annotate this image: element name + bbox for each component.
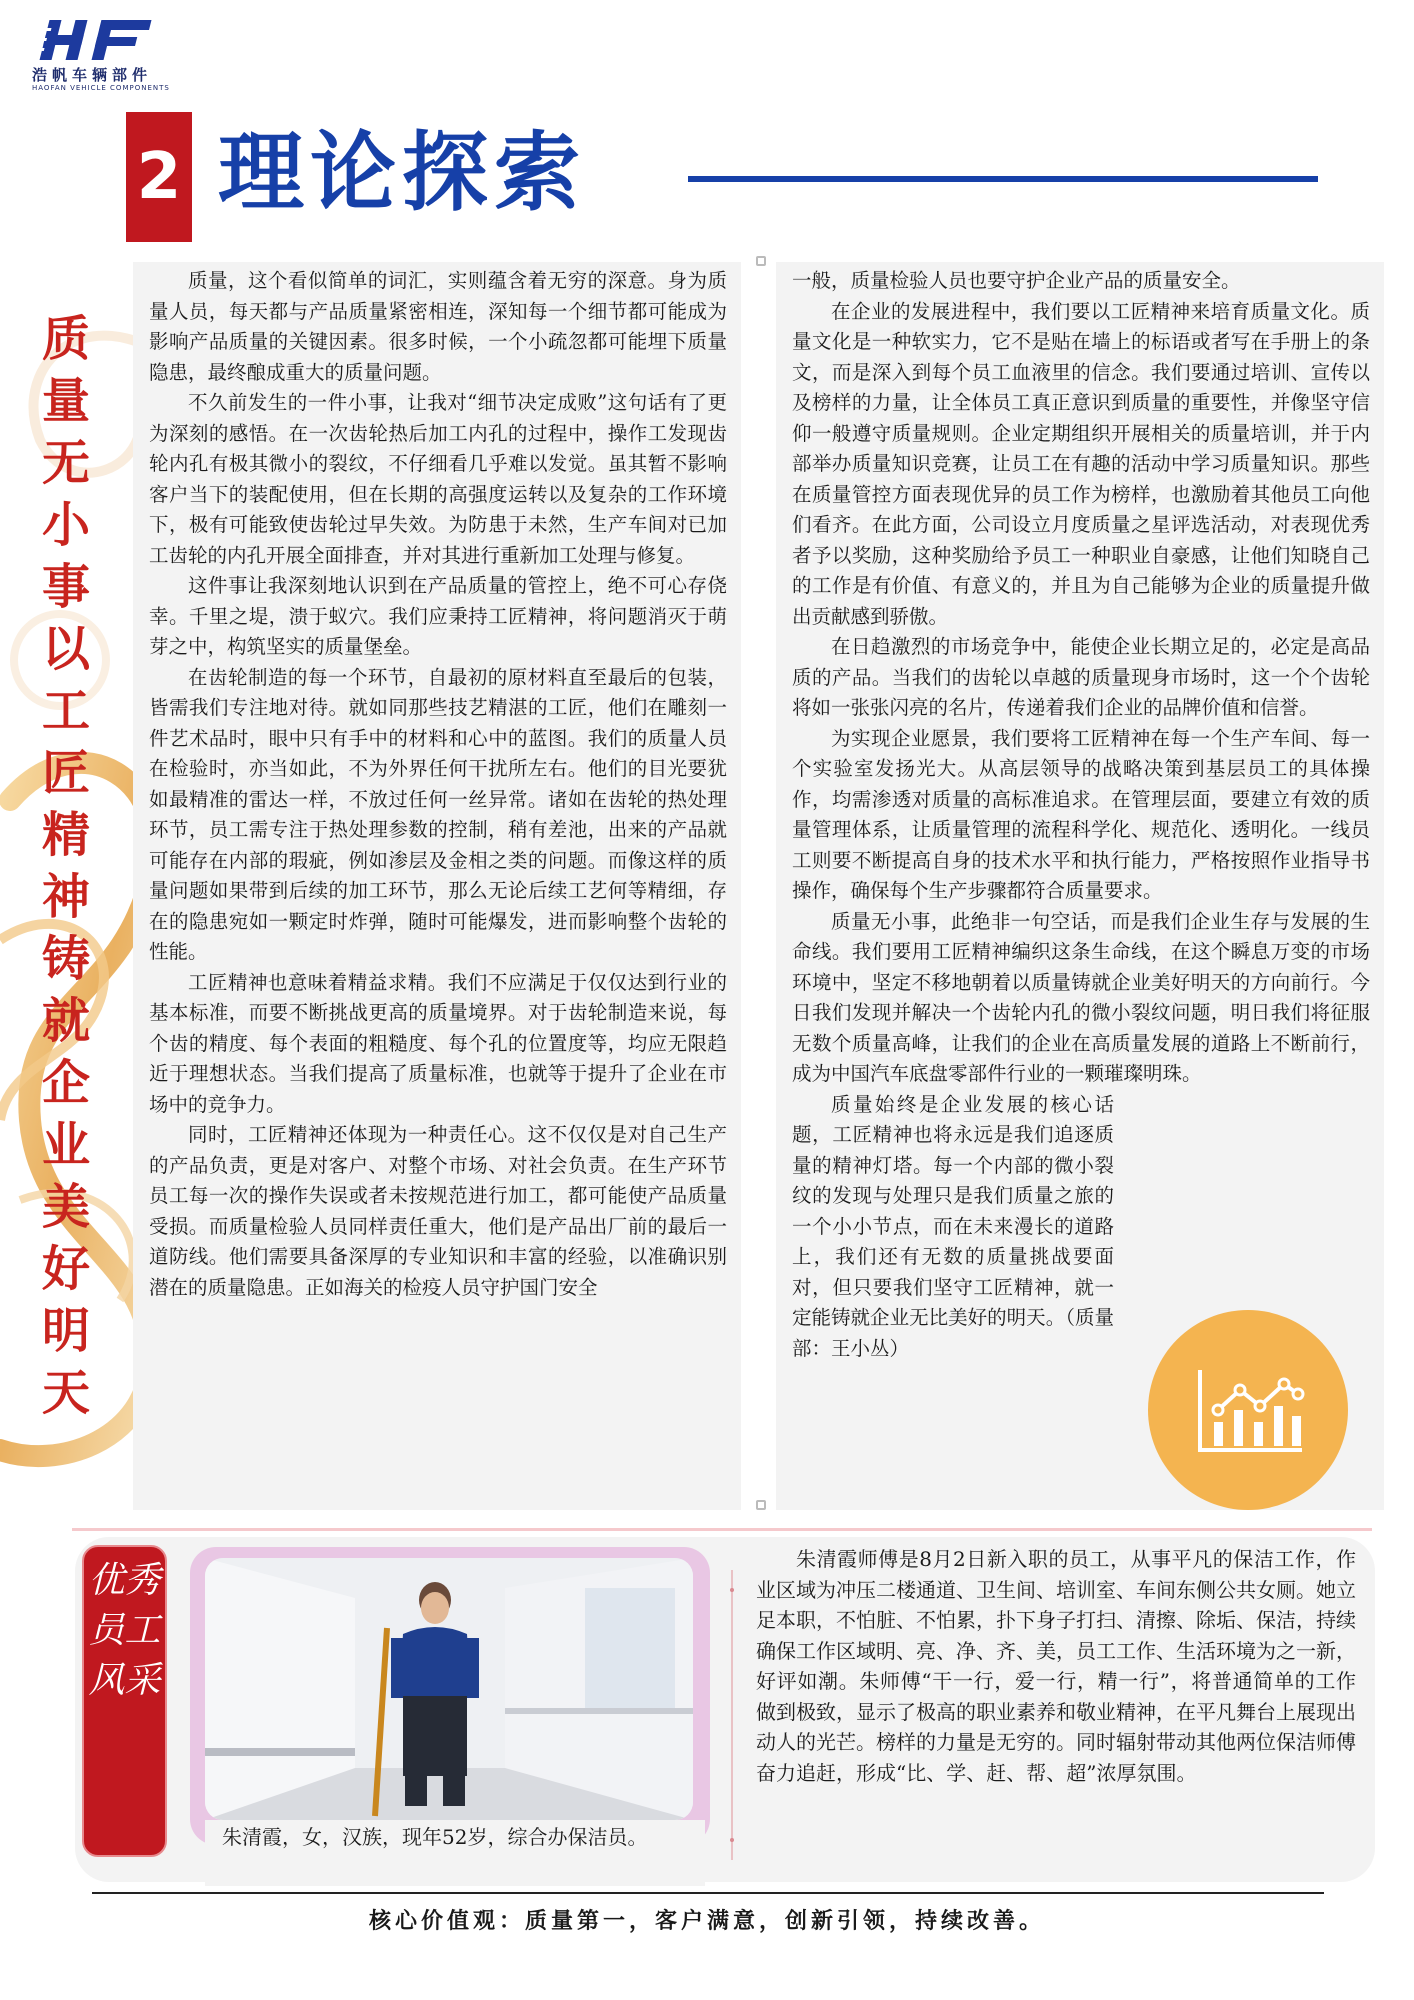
- article-paragraph: 不久前发生的一件小事，让我对“细节决定成败”这句话有了更为深刻的感悟。在一次齿轮热后加工内孔的过程中，操作工发现齿轮内孔有极其微小的裂纹，不仔细看几乎难以发觉。虽其暂不影响客户当下的装配使用，但在长期的高强度运转以及复杂的工作环境下，极有可能致使齿轮过早失效。为防患于未然，生产车间对已加工齿轮的内孔开展全面排查，并对其进行重新加工处理与修复。: [149, 391, 727, 567]
- section-divider: [72, 1528, 1372, 1531]
- article-paragraph: 在企业的发展进程中，我们要以工匠精神来培育质量文化。质量文化是一种软实力，它不是贴在墙上的标语或者写在手册上的条文，而是深入到每个员工血液里的信念。我们要通过培训、宣传以及榜样的力量，让全体员工真正意识到质量的重要性，并像坚守信仰一般遵守质量规则。企业定期组织开展相关的质量培训，并于内部举办质量知识竞赛，让员工在有趣的活动中学习质量知识。那些在质量管控方面表现优异的员工作为榜样，也激励着其他员工向他们看齐。在此方面，公司设立月度质量之星评选活动，对表现优秀者予以奖励，这种奖励给予员工一种职业自豪感，让他们知晓自己的工作是有价值、有意义的，并且为自己能够为企业的质量提升做出贡献感到骄傲。: [792, 299, 1370, 628]
- article-left-column: [133, 262, 741, 1510]
- column-handle: [756, 1500, 766, 1510]
- logo-mark-icon: [30, 18, 180, 62]
- footer-rule: [92, 1892, 1324, 1894]
- section-title: 理论探索: [218, 123, 586, 223]
- employee-tag-text: 优秀员工风采: [88, 1560, 161, 1701]
- employee-description-text: 朱清霞师傅是8月2日新入职的员工，从事平凡的保洁工作，作业区域为冲压二楼通道、卫生间、培训室、车间东侧公共女厕。她立足本职，不怕脏、不怕累，扑下身子打扫、清擦、除垢、保洁，持续确保工作区域明、亮、净、齐、美，员工工作、生活环境为之一新，好评如潮。朱师傅“干一行，爱一行，精一行”，将普通简单的工作做到极致，显示了极高的职业素养和敬业精神，在平凡舞台上展现出动人的光芒。榜样的力量是无穷的。同时辐射带动其他两位保洁师傅奋力追赶，形成“比、学、赶、帮、超”浓厚氛围。: [756, 1547, 1356, 1785]
- logo-chinese-name: 浩帆车辆部件: [32, 66, 153, 84]
- decorative-rule: [730, 1570, 734, 1860]
- article-paragraph: 工匠精神也意味着精益求精。我们不应满足于仅仅达到行业的基本标准，而要不断挑战更高的质量境界。对于齿轮制造来说，每个齿的精度、每个表面的粗糙度、每个孔的位置度等，均应无限趋近于理想状态。当我们提高了质量标准，也就等于提升了企业在市场中的竞争力。: [149, 970, 727, 1116]
- article-headline: 质量无小事 以工匠精神铸就企业美好明天: [41, 311, 90, 1421]
- bar-chart-icon: [1148, 1310, 1348, 1510]
- section-number: 2: [126, 112, 192, 242]
- article-paragraph: 在日趋激烈的市场竞争中，能使企业长期立足的，必定是高品质的产品。当我们的齿轮以卓越的质量现身市场时，这一个个齿轮将如一张张闪亮的名片，传递着我们企业的品牌价值和信誉。: [792, 635, 1370, 719]
- article-paragraph: 这件事让我深刻地认识到在产品质量的管控上，绝不可心存侥幸。千里之堤，溃于蚁穴。我们应秉持工匠精神，将问题消灭于萌芽之中，构筑坚实的质量堡垒。: [149, 574, 727, 658]
- photo-caption: 朱清霞，女，汉族，现年52岁，综合办保洁员。: [222, 1825, 648, 1849]
- article-paragraph: 为实现企业愿景，我们要将工匠精神在每一个生产车间、每一个实验室发扬光大。从高层领导的战略决策到基层员工的具体操作，均需渗透对质量的高标准追求。在管理层面，要建立有效的质量管理体系，让质量管理的流程科学化、规范化、透明化。一线员工则要不断提高自身的技术水平和执行能力，严格按照作业指导书操作，确保每个生产步骤都符合质量要求。: [792, 726, 1370, 902]
- column-handle: [756, 256, 766, 266]
- core-values-footer: 核心价值观：质量第一，客户满意，创新引领，持续改善。: [368, 1909, 1045, 1934]
- article-paragraph: 质量始终是企业发展的核心话题，工匠精神也将永远是我们追逐质量的精神灯塔。每一个内部的微小裂纹的发现与处理只是我们质量之旅的一个小小节点，而在未来漫长的道路上，我们还有无数的质量挑战要面对，但只要我们坚守工匠精神，就一定能铸就企业无比美好的明天。（质量部：王小丛）: [792, 1092, 1114, 1360]
- employee-photo: [205, 1558, 693, 1820]
- section-title-rule: [688, 176, 1318, 182]
- article-paragraph: 在齿轮制造的每一个环节，自最初的原材料直至最后的包装，皆需我们专注地对待。就如同那些技艺精湛的工匠，他们在雕刻一件艺术品时，眼中只有手中的材料和心中的蓝图。我们的质量人员在检验时，亦当如此，不为外界任何干扰所左右。他们的目光要犹如最精准的雷达一样，不放过任何一丝异常。诸如在齿轮的热处理环节，员工需专注于热处理参数的控制，稍有差池，出来的产品就可能存在内部的瑕疵，例如渗层及金相之类的问题。而像这样的质量问题如果带到后续的加工环节，那么无论后续工艺何等精细，存在的隐患宛如一颗定时炸弹，随时可能爆发，进而影响整个齿轮的性能。: [149, 665, 727, 963]
- employee-description: [756, 1544, 1356, 1788]
- company-logo: [30, 18, 200, 94]
- article-paragraph: 质量，这个看似简单的词汇，实则蕴含着无穷的深意。身为质量人员，每天都与产品质量紧密相连，深知每一个细节都可能成为影响产品质量的关键因素。很多时候，一个小疏忽都可能埋下质量隐患，最终酿成重大的质量问题。: [149, 269, 727, 384]
- article-paragraph: 质量无小事，此绝非一句空话，而是我们企业生存与发展的生命线。我们要用工匠精神编织这条生命线，在这个瞬息万变的市场环境中，坚定不移地朝着以质量铸就企业美好明天的方向前行。今日我们发现并解决一个齿轮内孔的微小裂纹问题，明日我们将征服无数个质量高峰，让我们的企业在高质量发展的道路上不断前行，成为中国汽车底盘零部件行业的一颗璀璨明珠。: [792, 909, 1370, 1085]
- article-paragraph: 同时，工匠精神还体现为一种责任心。这不仅仅是对自己生产的产品负责，更是对客户、对整个市场、对社会负责。在生产环节员工每一次的操作失误或者未按规范进行加工，都可能使产品质量受损。而质量检验人员同样责任重大，他们是产品出厂前的最后一道防线。他们需要具备深厚的专业知识和丰富的经验，以准确识别潜在的质量隐患。正如海关的检疫人员守护国门安全: [149, 1123, 727, 1299]
- logo-english-name: HAOFAN VEHICLE COMPONENTS: [32, 84, 170, 92]
- article-paragraph: 一般，质量检验人员也要守护企业产品的质量安全。: [792, 269, 1241, 292]
